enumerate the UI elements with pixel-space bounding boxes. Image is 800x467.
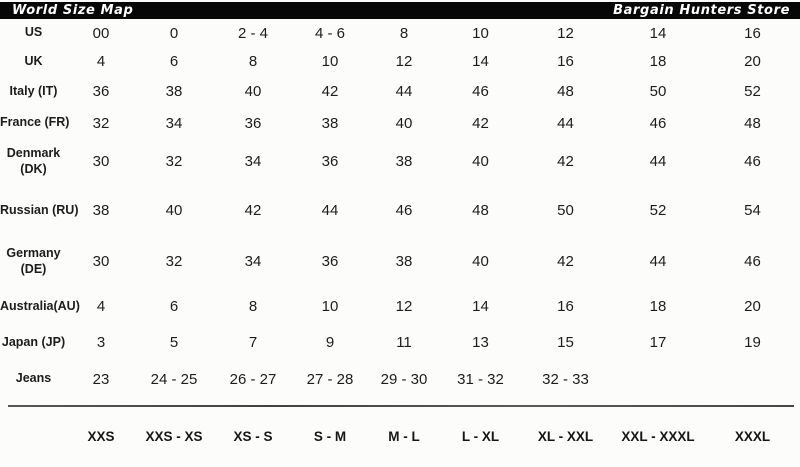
size-value: 23 — [92, 370, 110, 388]
size-value: 10 — [321, 298, 339, 315]
size-value: 8 — [399, 24, 409, 42]
size-value: 46 — [744, 153, 761, 170]
size-value: 46 — [395, 202, 413, 219]
size-value: 4 — [96, 53, 106, 70]
size-value: 40 — [472, 253, 489, 270]
size-value: 50 — [557, 202, 574, 219]
size-value: 7 — [248, 334, 258, 351]
row-label: Germany (DE) — [6, 245, 61, 276]
size-value: 4 — [96, 298, 106, 315]
store-map-title: World Size Map — [12, 2, 134, 18]
size-value: 4 - 6 — [314, 24, 345, 42]
size-value: 36 — [92, 83, 110, 100]
size-value: 14 — [472, 53, 489, 70]
size-value: 13 — [472, 334, 489, 351]
table-row — [0, 327, 800, 358]
footer-size-label: XS - S — [233, 428, 273, 444]
size-value: 11 — [396, 334, 412, 351]
size-value — [611, 358, 705, 400]
size-value: 10 — [472, 24, 489, 42]
size-value: 24 - 25 — [150, 370, 198, 388]
size-value: 40 — [395, 114, 413, 132]
row-label: US — [24, 25, 43, 40]
table-row — [0, 47, 800, 76]
row-label: Australia(AU) — [0, 298, 80, 313]
size-value: 42 — [557, 253, 574, 270]
size-value: 9 — [325, 334, 335, 351]
size-value: 19 — [744, 334, 761, 351]
row-label: Italy (IT) — [9, 83, 58, 98]
size-value: 16 — [557, 53, 574, 70]
size-value: 46 — [472, 83, 489, 100]
size-value: 38 — [395, 153, 413, 170]
size-value: 14 — [472, 298, 489, 315]
size-value: 3 — [96, 334, 106, 351]
size-value: 44 — [395, 83, 413, 100]
table-row — [0, 19, 800, 47]
table-row — [0, 286, 800, 327]
size-value: 38 — [165, 83, 183, 100]
size-value: 10 — [321, 53, 339, 70]
row-label: Denmark (DK) — [6, 145, 61, 176]
footer-size-row — [0, 421, 800, 451]
size-value: 17 — [649, 334, 667, 351]
table-row — [0, 76, 800, 107]
size-value: 42 — [557, 153, 574, 170]
size-value: 40 — [472, 153, 489, 170]
size-value: 34 — [165, 114, 183, 132]
row-label: UK — [24, 53, 43, 68]
size-value: 8 — [248, 53, 258, 70]
size-value: 12 — [395, 298, 413, 315]
size-value: 14 — [649, 24, 667, 42]
size-value: 44 — [649, 153, 667, 170]
size-value: 44 — [321, 202, 339, 219]
row-label: France (FR) — [0, 115, 70, 130]
footer-size-label: XXS — [87, 428, 115, 444]
size-value: 31 - 32 — [457, 370, 504, 388]
size-value: 48 — [744, 114, 761, 132]
row-label: Russian (RU) — [0, 202, 79, 217]
size-value: 48 — [472, 202, 489, 219]
footer-size-label: XXXL — [734, 428, 771, 444]
size-value: 34 — [244, 153, 262, 170]
header-bar — [0, 2, 800, 19]
size-conversion-table — [0, 19, 800, 400]
size-value: 38 — [395, 253, 413, 270]
size-value: 36 — [244, 114, 262, 132]
table-row — [0, 139, 800, 184]
size-value: 32 - 33 — [542, 370, 589, 388]
size-value: 38 — [321, 114, 339, 132]
row-label: Japan (JP) — [1, 334, 66, 349]
size-value: 32 — [165, 253, 183, 270]
size-value: 40 — [165, 202, 183, 219]
size-value: 52 — [744, 83, 761, 100]
size-value: 18 — [649, 298, 667, 315]
size-value: 30 — [92, 153, 110, 170]
size-value: 27 - 28 — [306, 370, 354, 388]
size-value: 16 — [557, 298, 574, 315]
divider-line — [8, 405, 794, 407]
size-value: 12 — [395, 53, 413, 70]
size-value: 2 - 4 — [237, 24, 268, 42]
size-value: 44 — [557, 114, 574, 132]
size-value: 36 — [321, 153, 339, 170]
size-value: 0 — [169, 24, 179, 42]
size-value: 6 — [169, 53, 179, 70]
size-value: 30 — [92, 253, 110, 270]
footer-size-label: XL - XXL — [537, 428, 594, 444]
store-name: Bargain Hunters Store — [613, 2, 790, 18]
table-row — [0, 184, 800, 237]
size-value: 48 — [557, 83, 574, 100]
size-value: 15 — [557, 334, 574, 351]
footer-size-label: M - L — [388, 428, 420, 444]
size-value: 34 — [244, 253, 262, 270]
size-value: 32 — [165, 153, 183, 170]
table-row — [0, 107, 800, 139]
size-value: 40 — [244, 83, 262, 100]
size-value: 20 — [744, 53, 761, 70]
size-value: 44 — [649, 253, 667, 270]
size-value: 12 — [557, 24, 574, 42]
size-table-body — [0, 19, 800, 400]
size-value: 42 — [244, 202, 262, 219]
size-value: 16 — [744, 24, 761, 42]
size-value: 50 — [649, 83, 667, 100]
footer-size-label: XXS - XS — [145, 428, 203, 444]
size-value: 5 — [169, 334, 179, 351]
size-value: 32 — [92, 114, 110, 132]
size-value — [705, 358, 800, 400]
row-label: Jeans — [15, 371, 52, 386]
size-value: 36 — [321, 253, 339, 270]
size-value: 00 — [92, 24, 110, 42]
size-value: 38 — [92, 202, 110, 219]
footer-size-label: L - XL — [461, 428, 500, 444]
footer-size-label: S - M — [313, 428, 347, 444]
size-value: 29 - 30 — [380, 370, 428, 388]
size-value: 6 — [169, 298, 179, 315]
table-row — [0, 237, 800, 286]
size-value: 26 - 27 — [229, 370, 277, 388]
size-label-footer — [0, 421, 800, 451]
size-value: 20 — [744, 298, 761, 315]
size-value: 42 — [321, 83, 339, 100]
size-value: 8 — [248, 298, 258, 315]
size-value: 18 — [649, 53, 667, 70]
size-value: 54 — [744, 202, 761, 219]
footer-empty-cell — [0, 421, 67, 451]
size-value: 46 — [744, 253, 761, 270]
size-value: 46 — [649, 114, 667, 132]
table-row — [0, 358, 800, 400]
size-value: 42 — [472, 114, 489, 132]
footer-size-label: XXL - XXXL — [621, 428, 695, 444]
size-value: 52 — [649, 202, 667, 219]
